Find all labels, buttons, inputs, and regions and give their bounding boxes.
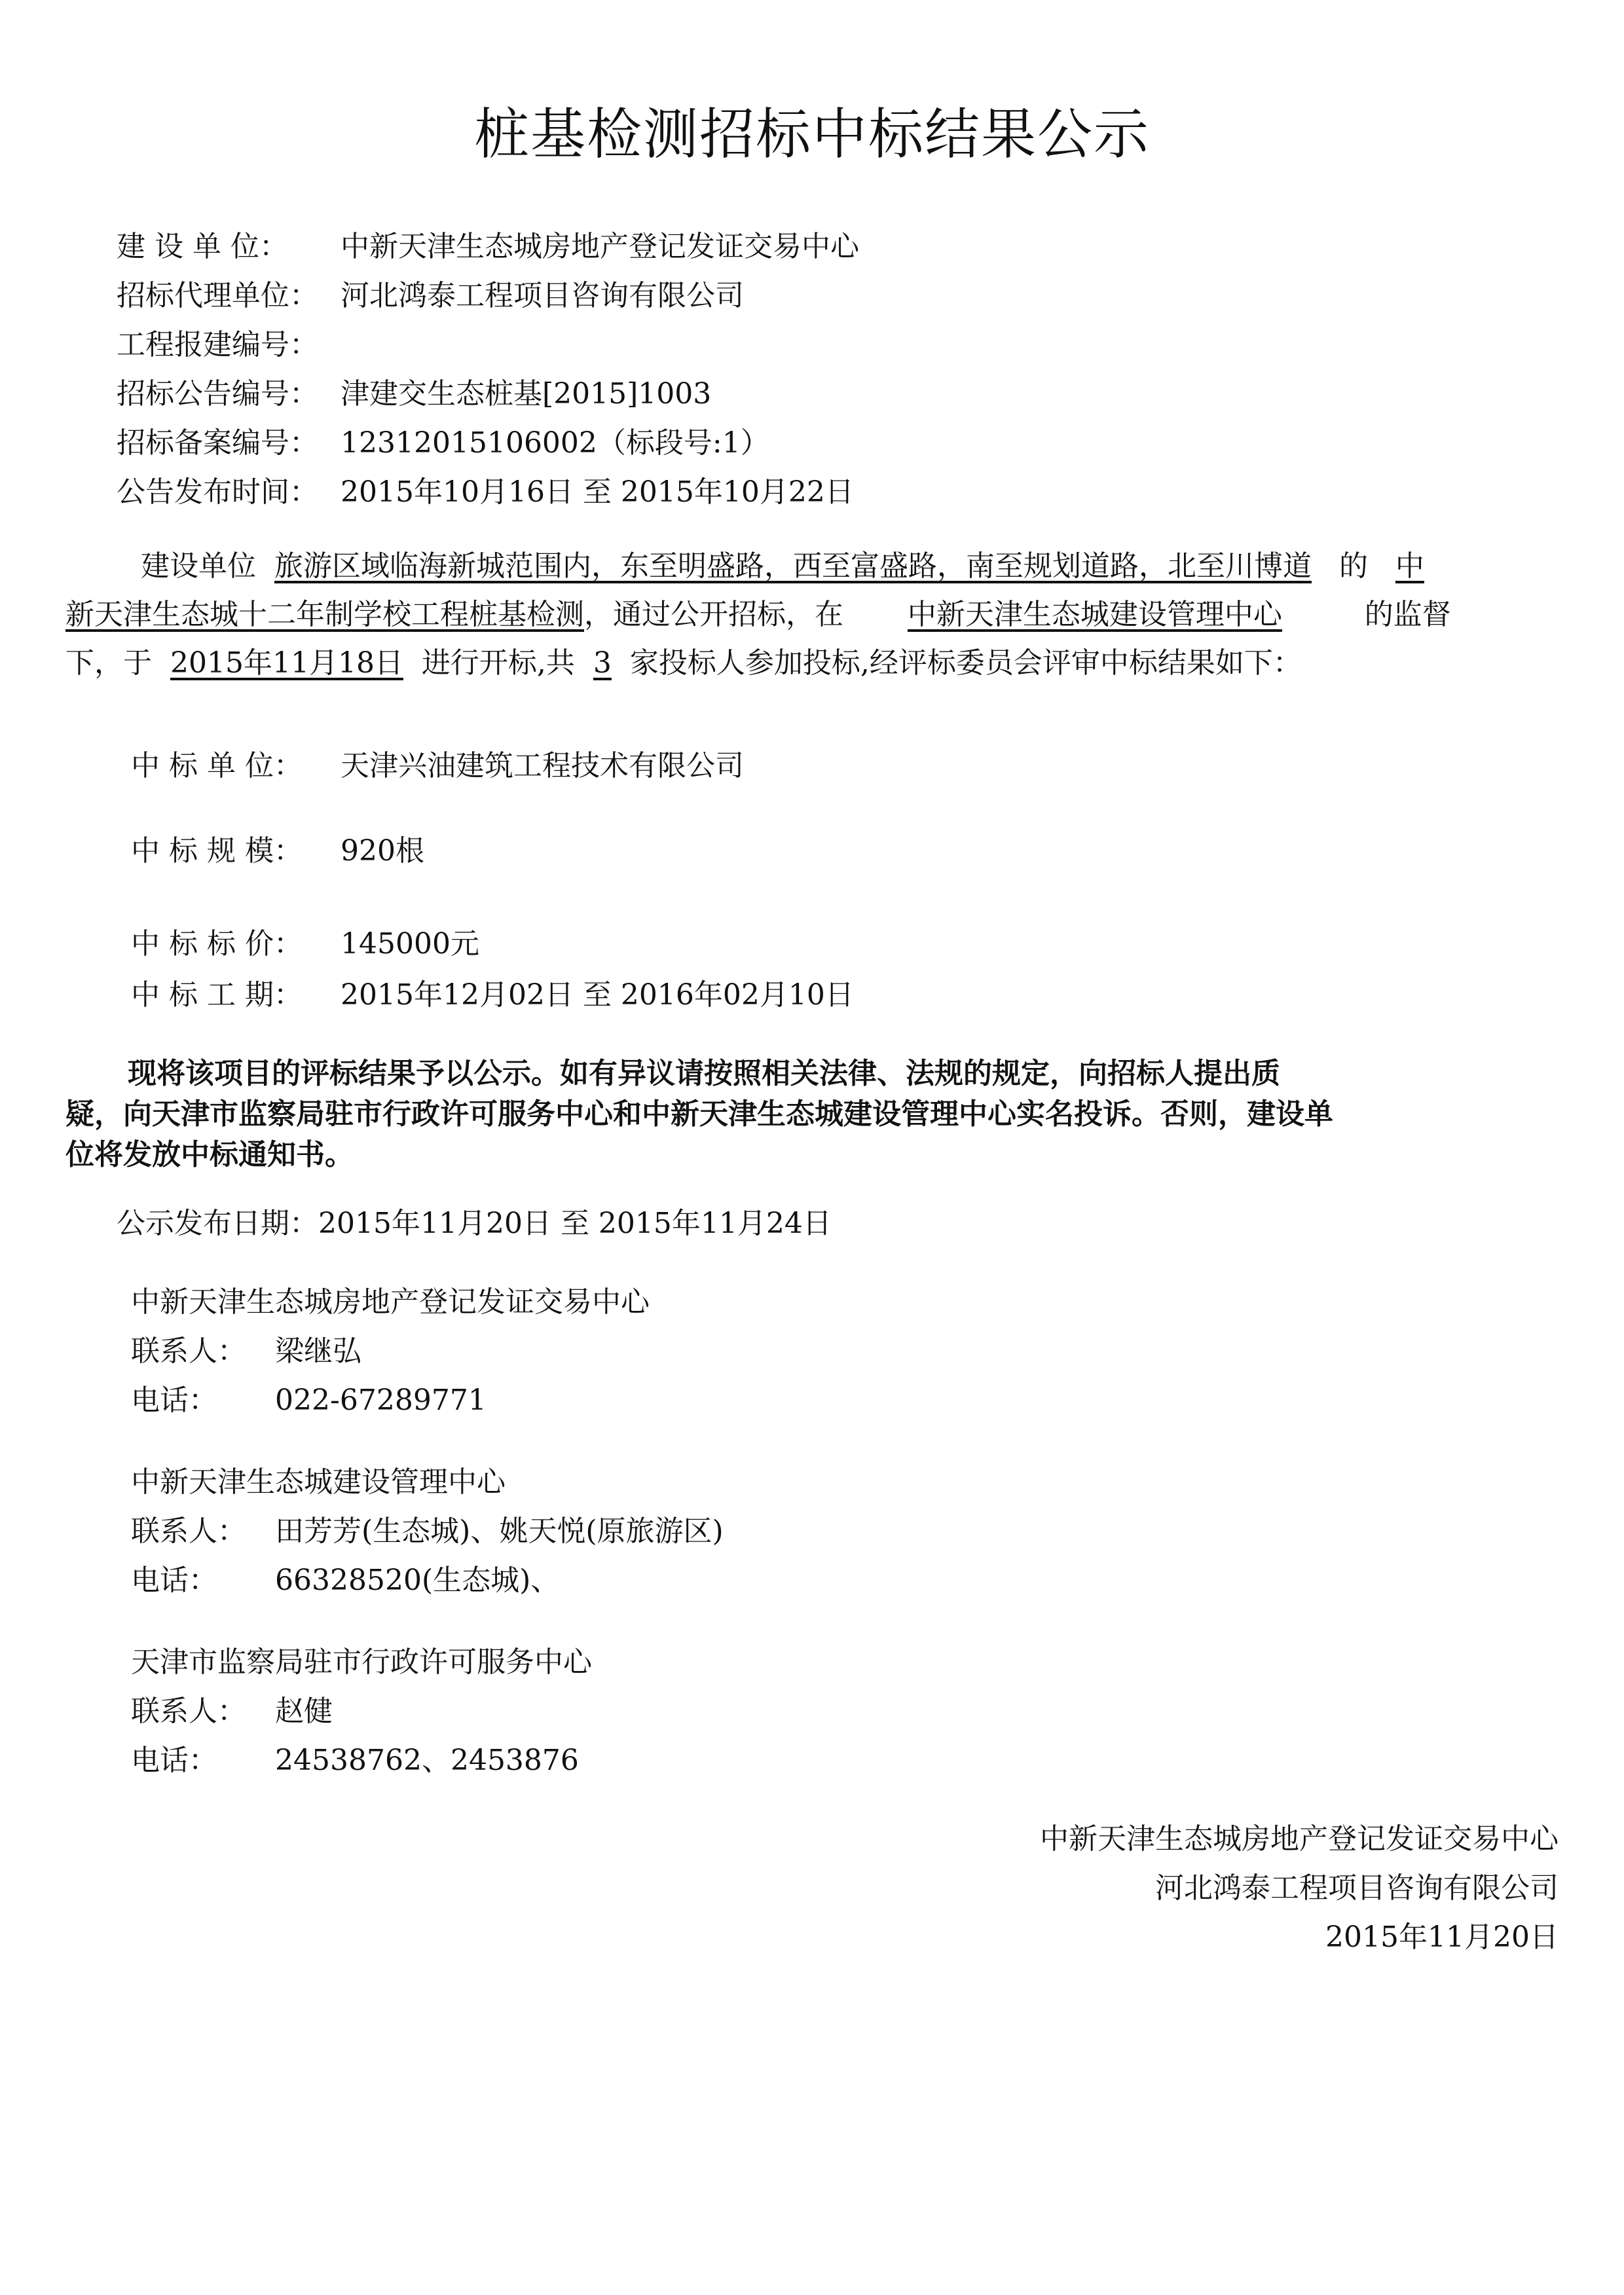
contact-person: 田芳芳(生态城)、姚天悦(原旅游区) bbox=[275, 1515, 724, 1548]
contact-org: 中新天津生态城房地产登记发证交易中心 bbox=[131, 1285, 650, 1319]
info-value: 津建交生态桩基[2015]1003 bbox=[341, 377, 712, 411]
intro-text: ，通过公开招标，在 bbox=[584, 598, 843, 631]
info-label: 招标公告编号： bbox=[117, 377, 318, 411]
info-label: 工程报建编号： bbox=[117, 328, 318, 361]
result-label: 中 标 单 位： bbox=[131, 749, 303, 782]
bidder-count: 3 bbox=[593, 646, 612, 680]
contact-person-row bbox=[131, 1507, 724, 1549]
info-value: 12312015106002（标段号:1） bbox=[341, 426, 769, 460]
intro-text: 下，于 bbox=[65, 646, 152, 680]
signature-org-2: 河北鸿泰工程项目咨询有限公司 bbox=[1155, 1871, 1559, 1905]
result-value: 2015年12月02日 至 2016年02月10日 bbox=[341, 978, 854, 1012]
info-row-announcement-period bbox=[117, 468, 854, 510]
info-row-builder bbox=[117, 223, 859, 265]
contact-person-label: 联系人： bbox=[131, 1695, 246, 1728]
project-location: 旅游区域临海新城范围内，东至明盛路，西至富盛路，南至规划道路，北至川博道 bbox=[274, 549, 1312, 583]
result-row-period bbox=[131, 971, 854, 1013]
result-label: 中 标 工 期： bbox=[131, 978, 303, 1012]
intro-text: 进行开标,共 bbox=[421, 646, 575, 680]
result-row-winner bbox=[131, 742, 744, 784]
contact-org: 中新天津生态城建设管理中心 bbox=[131, 1465, 506, 1499]
contact-person: 梁继弘 bbox=[275, 1334, 361, 1368]
info-value: 2015年10月16日 至 2015年10月22日 bbox=[341, 475, 854, 509]
intro-line-1 bbox=[141, 542, 1424, 591]
info-value: 中新天津生态城房地产登记发证交易中心 bbox=[341, 230, 859, 263]
result-value: 145000元 bbox=[341, 927, 479, 961]
supervisor-name: 中新天津生态城建设管理中心 bbox=[907, 598, 1282, 631]
info-label: 招标备案编号： bbox=[117, 426, 318, 460]
contact-phone-label: 电话： bbox=[131, 1384, 217, 1417]
info-row-project-number bbox=[117, 321, 341, 363]
contact-phone: 66328520(生态城)、 bbox=[275, 1564, 560, 1597]
info-row-filing-number bbox=[117, 419, 769, 461]
contact-phone-label: 电话： bbox=[131, 1744, 217, 1777]
info-label: 建 设 单 位： bbox=[117, 230, 288, 263]
info-value: 河北鸿泰工程项目咨询有限公司 bbox=[341, 279, 744, 312]
notice-line-3: 位将发放中标通知书。 bbox=[65, 1138, 354, 1171]
notice-line-2: 疑，向天津市监察局驻市行政许可服务中心和中新天津生态城建设管理中心实名投诉。否则，建设单 bbox=[65, 1097, 1333, 1131]
publish-period bbox=[117, 1200, 832, 1241]
bid-opening-date: 2015年11月18日 bbox=[170, 646, 403, 680]
notice-line-1: 现将该项目的评标结果予以公示。如有异议请按照相关法律、法规的规定，向招标人提出质 bbox=[128, 1057, 1280, 1090]
contact-person-row bbox=[131, 1687, 333, 1729]
contact-person-row bbox=[131, 1327, 361, 1369]
result-label: 中 标 标 价： bbox=[131, 927, 303, 961]
intro-text: 的 bbox=[1338, 549, 1368, 583]
intro-line-2 bbox=[65, 591, 1451, 639]
intro-text: 家投标人参加投标,经评标委员会评审中标结果如下： bbox=[629, 646, 1302, 680]
publish-value: 2015年11月20日 至 2015年11月24日 bbox=[318, 1207, 832, 1240]
contact-phone: 24538762、2453876 bbox=[275, 1744, 579, 1777]
result-label: 中 标 规 模： bbox=[131, 834, 303, 868]
info-row-announcement-number bbox=[117, 370, 711, 412]
contact-person: 赵健 bbox=[275, 1695, 333, 1728]
project-name: 新天津生态城十二年制学校工程桩基检测 bbox=[65, 598, 584, 631]
contact-person-label: 联系人： bbox=[131, 1515, 246, 1548]
info-row-agent bbox=[117, 272, 744, 314]
info-label: 招标代理单位： bbox=[117, 279, 318, 312]
contact-org: 天津市监察局驻市行政许可服务中心 bbox=[131, 1645, 592, 1679]
intro-line-3 bbox=[65, 639, 1302, 688]
document-title: 桩基检测招标中标结果公示 bbox=[473, 102, 1150, 166]
project-name-start: 中 bbox=[1395, 549, 1424, 583]
contact-phone-row bbox=[131, 1376, 487, 1418]
intro-text: 的监督 bbox=[1364, 598, 1451, 631]
intro-text: 建设单位 bbox=[141, 549, 256, 583]
contact-phone-row bbox=[131, 1736, 579, 1778]
contact-phone-label: 电话： bbox=[131, 1564, 217, 1597]
result-row-price bbox=[131, 920, 479, 962]
signature-date: 2015年11月20日 bbox=[1325, 1920, 1559, 1954]
publish-label: 公示发布日期： bbox=[117, 1207, 318, 1240]
result-value: 920根 bbox=[341, 834, 424, 868]
result-value: 天津兴油建筑工程技术有限公司 bbox=[341, 749, 744, 782]
info-label: 公告发布时间： bbox=[117, 475, 318, 509]
contact-phone: 022-67289771 bbox=[275, 1384, 487, 1417]
signature-org-1: 中新天津生态城房地产登记发证交易中心 bbox=[1040, 1822, 1559, 1856]
result-row-scale bbox=[131, 827, 424, 869]
contact-person-label: 联系人： bbox=[131, 1334, 246, 1368]
contact-phone-row bbox=[131, 1556, 559, 1598]
